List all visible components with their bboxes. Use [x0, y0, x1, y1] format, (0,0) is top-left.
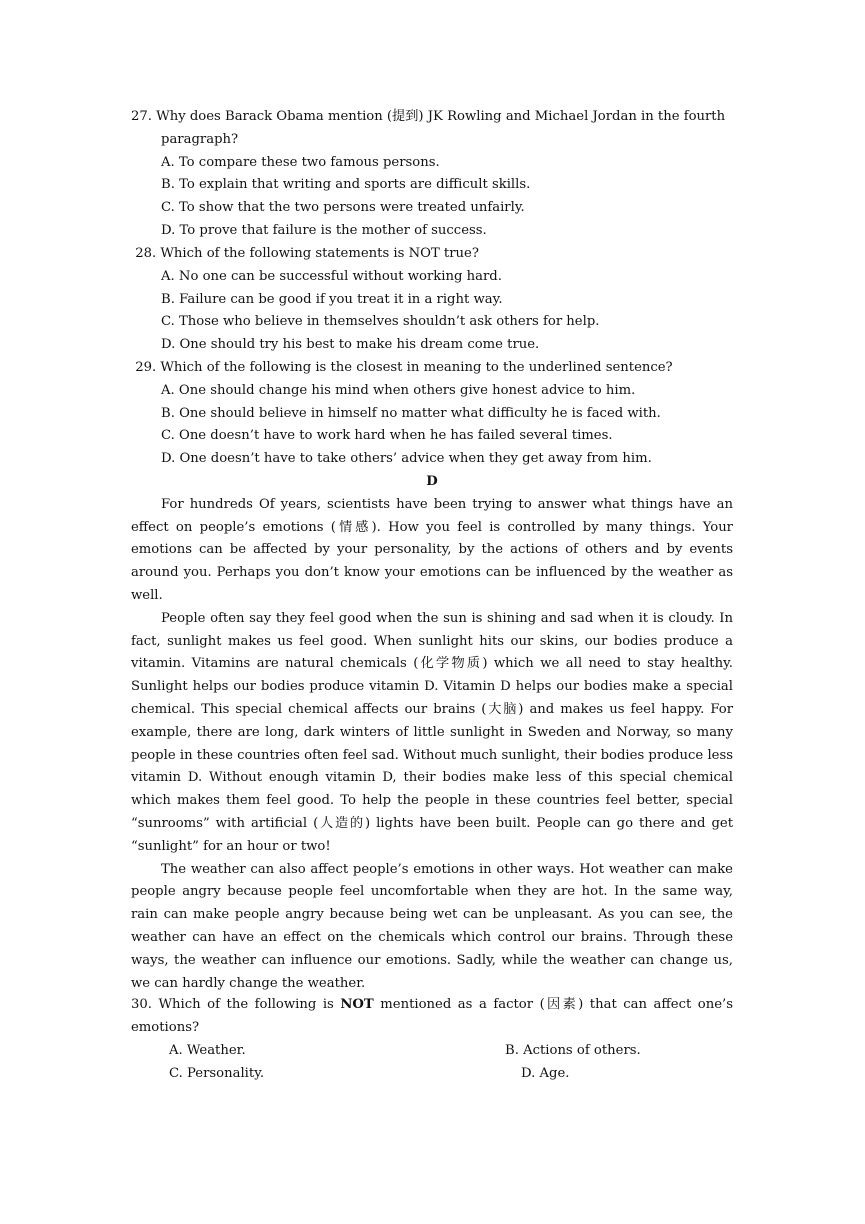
question-30 — [131, 994, 733, 1086]
question-28-stem: 28. Which of the following statements is NOT true? — [131, 246, 479, 261]
question-30-stem-not: NOT — [340, 997, 374, 1012]
question-30-option-a: A. Weather. — [169, 1042, 246, 1058]
question-30-option-b: B. Actions of others. — [505, 1042, 641, 1058]
question-29 — [131, 357, 733, 471]
question-29-stem: 29. Which of the following is the closest in meaning to the underlined sentence? — [131, 360, 673, 375]
section-title: D — [426, 474, 438, 489]
question-30-stem-end: mentioned as a factor (因素) that can affect one’s emotions? — [131, 997, 734, 1035]
question-28 — [131, 243, 733, 357]
passage-paragraph-2: People often say they feel good when the sun is shining and sad when it is cloudy. In fact, sunlight makes us feel good. When sunlight hits our skins, our bodies produce a vitamin. Vitamins are natural chemicals (化学物质) which we all need to stay healthy. Sunlight helps our bodies produce vitamin D. Vitamin D helps our bodies make a special chemical. This special chemical affects our brains (大脑) and makes us feel happy. For example, there are long, dark winters of little sunlight in Sweden and Norway, so many people in these countries often feel sad. Without much sunlight, their bodies produce less vitamin D. Without enough vitamin D, their bodies make less of this special chemical which makes them feel good. To help the people in these countries feel better, special “sunrooms” with artificial (人造的) lights have been built. People can go there and get “sunlight” for an hour or two! — [131, 610, 733, 854]
question-28-option-a: A. No one can be successful without working hard. — [161, 268, 502, 284]
question-29-option-b: B. One should believe in himself no matter what difficulty he is faced with. — [161, 405, 661, 421]
section-d — [131, 471, 733, 995]
passage-paragraph-1: For hundreds Of years, scientists have been trying to answer what things have an effect on people’s emotions (情感). How you feel is controlled by many things. Your emotions can be affected by your personality, by the actions of others and by events around you. Perhaps you don’t know your emotions can be influenced by the weather as well. — [131, 496, 733, 603]
question-27-option-c: C. To show that the two persons were treated unfairly. — [161, 200, 525, 216]
question-30-stem — [131, 994, 733, 1040]
question-29-option-d: D. One doesn’t have to take others’ advice when they get away from him. — [161, 451, 652, 467]
question-30-options — [131, 1040, 733, 1086]
passage-paragraph-3: The weather can also affect people’s emotions in other ways. Hot weather can make people angry because people feel uncomfortable when they are hot. In the same way, rain can make people angry because being wet can be unpleasant. As you can see, the weather can have an effect on the chemicals which control our brains. Through these ways, the weather can influence our emotions. Sadly, while the weather can change us, we can hardly change the weather. — [131, 861, 733, 991]
question-27 — [131, 106, 733, 243]
question-30-option-c: C. Personality. — [169, 1065, 265, 1081]
question-28-option-b: B. Failure can be good if you treat it in a right way. — [161, 291, 503, 307]
question-27-option-d: D. To prove that failure is the mother of success. — [161, 222, 487, 238]
question-28-option-d: D. One should try his best to make his dream come true. — [161, 337, 540, 353]
question-28-option-c: C. Those who believe in themselves shouldn’t ask others for help. — [161, 314, 600, 330]
question-27-stem-line1: 27. Why does Barack Obama mention (提到) JK Rowling and Michael Jordan in the fourth — [131, 109, 726, 124]
question-27-stem-line2: paragraph? — [161, 131, 239, 147]
question-27-option-a: A. To compare these two famous persons. — [161, 154, 440, 170]
question-29-option-a: A. One should change his mind when others give honest advice to him. — [161, 382, 636, 398]
question-27-option-b: B. To explain that writing and sports are difficult skills. — [161, 177, 531, 193]
question-29-option-c: C. One doesn’t have to work hard when he has failed several times. — [161, 428, 613, 444]
question-30-stem-start: 30. Which of the following is — [131, 997, 341, 1012]
question-30-option-d: D. Age. — [521, 1065, 570, 1081]
